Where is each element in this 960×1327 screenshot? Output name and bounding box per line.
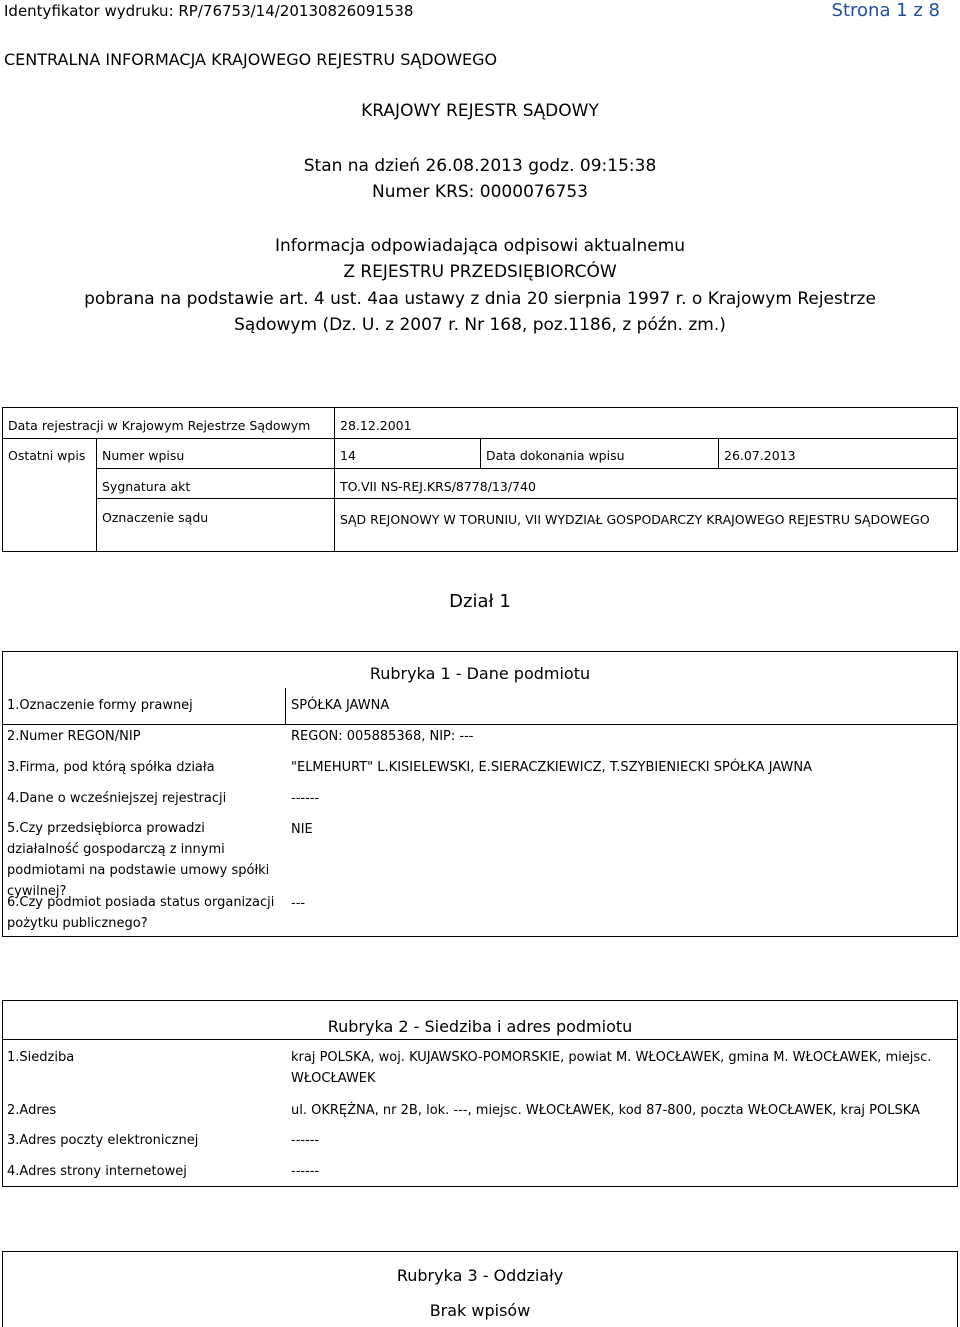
rubric-1-title: Rubryka 1 - Dane podmiotu [369, 664, 591, 683]
r2-value-1: kraj POLSKA, woj. KUJAWSKO-POMORSKIE, powiat M. WŁOCŁAWEK, gmina M. WŁOCŁAWEK, miejsc. WŁOCŁAWEK [291, 1050, 932, 1086]
register-name: KRAJOWY REJESTR SĄDOWY [361, 101, 599, 121]
r1-value-2: REGON: 005885368, NIP: --- [291, 729, 474, 744]
court-value: SĄD REJONOWY W TORUNIU, VII WYDZIAŁ GOSPODARCZY KRAJOWEGO REJESTRU SĄDOWEGO [340, 512, 930, 527]
last-entry-label: Ostatni wpis [8, 448, 86, 463]
reg-date-label: Data rejestracji w Krajowym Rejestrze Sądowym [8, 418, 311, 433]
r1-value-5: NIE [291, 822, 313, 837]
print-identifier: Identyfikator wydruku: RP/76753/14/20130826091538 [4, 2, 414, 20]
r1-value-3: "ELMEHURT" L.KISIELEWSKI, E.SIERACZKIEWICZ, T.SZYBIENIECKI SPÓŁKA JAWNA [291, 760, 812, 775]
r1-value-4: ------ [291, 791, 320, 806]
info-line-1: Informacja odpowiadająca odpisowi aktualnemu [274, 236, 686, 256]
r1-label-3: 3.Firma, pod którą spółka działa [7, 760, 215, 775]
r2-value-4: ------ [291, 1164, 320, 1179]
r2-value-3: ------ [291, 1133, 320, 1148]
r1-value-1: SPÓŁKA JAWNA [291, 698, 390, 713]
signature-label: Sygnatura akt [102, 479, 191, 494]
legal-basis-line-1: pobrana na podstawie art. 4 ust. 4aa ustawy z dnia 20 sierpnia 1997 r. o Krajowym Rejestrze [84, 289, 876, 309]
r1-label-1: 1.Oznaczenie formy prawnej [7, 698, 193, 713]
r1-label-6: 6.Czy podmiot posiada status organizacji pożytku publicznego? [7, 895, 275, 931]
reg-date-value: 28.12.2001 [340, 418, 412, 433]
page-counter: Strona 1 z 8 [831, 0, 940, 21]
institution-name: CENTRALNA INFORMACJA KRAJOWEGO REJESTRU SĄDOWEGO [4, 50, 498, 69]
state-date: Stan na dzień 26.08.2013 godz. 09:15:38 [303, 156, 657, 176]
r2-label-2: 2.Adres [7, 1103, 57, 1118]
r2-label-1: 1.Siedziba [7, 1050, 75, 1065]
entry-date-value: 26.07.2013 [724, 448, 796, 463]
section-title: Dział 1 [449, 591, 511, 612]
r1-label-2: 2.Numer REGON/NIP [7, 729, 141, 744]
r2-value-2: ul. OKRĘŻNA, nr 2B, lok. ---, miejsc. WŁOCŁAWEK, kod 87-800, poczta WŁOCŁAWEK, kraj POLSKA [291, 1103, 920, 1118]
r1-value-6: --- [291, 896, 306, 911]
r1-label-5: 5.Czy przedsiębiorca prowadzi działalność gospodarczą z innymi podmiotami na podstawie umowy spółki cywilnej? [7, 821, 270, 899]
r1-label-4: 4.Dane o wcześniejszej rejestracji [7, 791, 227, 806]
court-label: Oznaczenie sądu [102, 510, 209, 525]
r2-label-3: 3.Adres poczty elektronicznej [7, 1133, 199, 1148]
rubric-2-title: Rubryka 2 - Siedziba i adres podmiotu [327, 1017, 633, 1036]
entry-number-label: Numer wpisu [102, 448, 185, 463]
info-line-2: Z REJESTRU PRZEDSIĘBIORCÓW [343, 262, 617, 282]
rubric-3-empty: Brak wpisów [429, 1301, 531, 1320]
legal-basis-line-2: Sądowym (Dz. U. z 2007 r. Nr 168, poz.1186, z późn. zm.) [234, 315, 726, 335]
entry-date-label: Data dokonania wpisu [486, 448, 625, 463]
rubric-3-title: Rubryka 3 - Oddziały [396, 1266, 564, 1285]
signature-value: TO.VII NS-REJ.KRS/8778/13/740 [340, 479, 536, 494]
krs-number: Numer KRS: 0000076753 [372, 182, 588, 202]
entry-number-value: 14 [340, 448, 356, 463]
r2-label-4: 4.Adres strony internetowej [7, 1164, 187, 1179]
